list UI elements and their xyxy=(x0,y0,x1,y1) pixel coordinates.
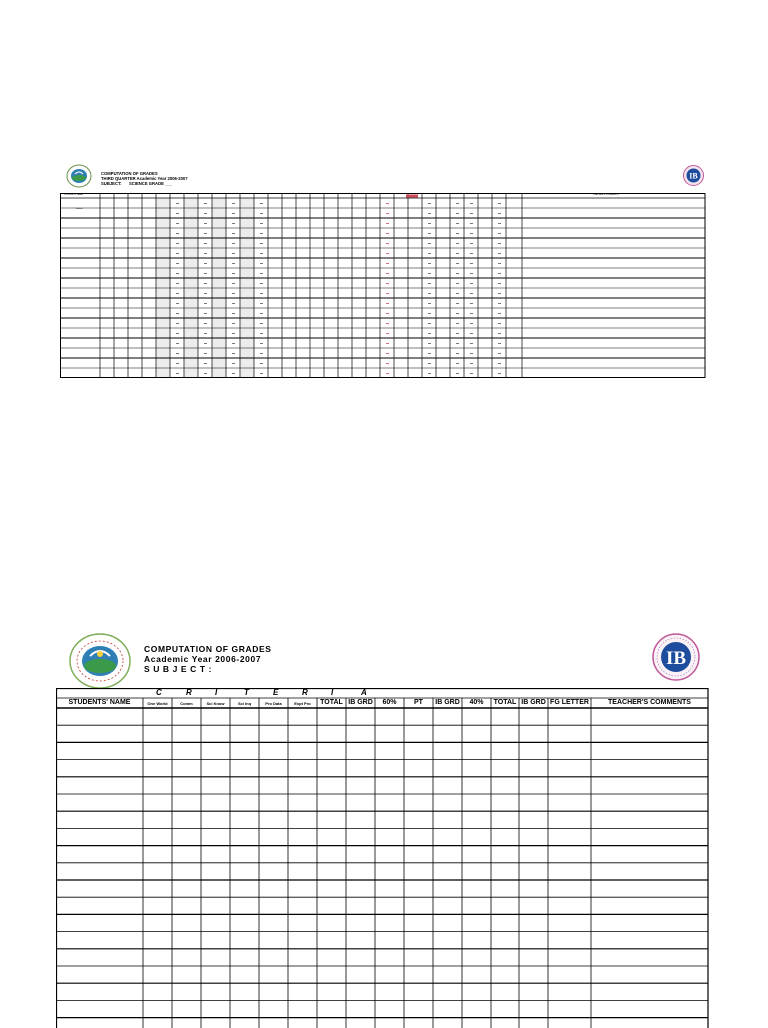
formula-mark xyxy=(470,303,473,304)
formula-mark xyxy=(232,273,235,274)
formula-mark xyxy=(260,213,263,214)
formula-mark xyxy=(176,343,179,344)
formula-mark xyxy=(204,233,207,234)
ib-logo-text: IB xyxy=(689,171,698,181)
formula-mark xyxy=(498,303,501,304)
formula-mark xyxy=(386,373,389,374)
formula-mark xyxy=(498,203,501,204)
formula-mark xyxy=(428,313,431,314)
formula-mark xyxy=(204,283,207,284)
formula-mark xyxy=(260,283,263,284)
column-header: FG LETTER xyxy=(550,699,589,706)
formula-mark xyxy=(260,303,263,304)
formula-mark xyxy=(470,363,473,364)
formula-mark xyxy=(456,333,459,334)
formula-mark xyxy=(176,353,179,354)
sheet1-table-grid xyxy=(60,193,706,378)
formula-mark xyxy=(470,273,473,274)
formula-mark xyxy=(428,253,431,254)
formula-mark xyxy=(386,353,389,354)
sheet2-table-grid xyxy=(56,688,709,1028)
formula-mark xyxy=(470,293,473,294)
column-header: STUDENTS' NAME xyxy=(68,699,131,706)
formula-mark xyxy=(232,233,235,234)
formula-mark xyxy=(470,373,473,374)
sheet1-header-comments: TEACHER'S COMMENTS xyxy=(593,194,619,196)
formula-mark xyxy=(428,283,431,284)
formula-mark xyxy=(260,263,263,264)
formula-mark xyxy=(498,283,501,284)
formula-mark xyxy=(204,313,207,314)
column-header: Sci Inq xyxy=(237,701,252,706)
school-seal-logo xyxy=(68,632,132,690)
formula-mark xyxy=(204,353,207,354)
formula-mark xyxy=(456,233,459,234)
formula-mark xyxy=(232,323,235,324)
formula-mark xyxy=(386,273,389,274)
formula-mark xyxy=(428,363,431,364)
formula-mark xyxy=(260,333,263,334)
ib-logo-icon xyxy=(652,633,700,681)
formula-mark xyxy=(498,333,501,334)
formula-mark xyxy=(386,283,389,284)
formula-mark xyxy=(386,313,389,314)
formula-mark xyxy=(456,263,459,264)
formula-mark xyxy=(232,243,235,244)
formula-mark xyxy=(232,293,235,294)
formula-mark xyxy=(428,203,431,204)
formula-mark xyxy=(498,343,501,344)
formula-mark xyxy=(386,243,389,244)
criteria-letter: R xyxy=(302,688,308,697)
formula-mark xyxy=(428,263,431,264)
formula-mark xyxy=(176,323,179,324)
formula-mark xyxy=(456,283,459,284)
formula-mark xyxy=(204,263,207,264)
formula-mark xyxy=(176,363,179,364)
formula-mark xyxy=(204,243,207,244)
sheet1-subject-value: SCIENCE GRADE ___ xyxy=(129,181,173,186)
grade-sheet-large xyxy=(0,620,768,1024)
formula-mark xyxy=(232,343,235,344)
formula-mark xyxy=(456,223,459,224)
formula-mark xyxy=(204,253,207,254)
column-header: IB GRD xyxy=(348,699,373,706)
formula-mark xyxy=(456,353,459,354)
column-header: One World xyxy=(147,701,168,706)
formula-mark xyxy=(232,333,235,334)
formula-mark xyxy=(456,213,459,214)
sheet2-heading xyxy=(144,644,272,674)
formula-mark xyxy=(498,313,501,314)
formula-mark xyxy=(470,233,473,234)
sheet2-grade-table xyxy=(56,688,709,1028)
formula-mark xyxy=(176,293,179,294)
formula-mark xyxy=(260,343,263,344)
formula-mark xyxy=(428,233,431,234)
formula-mark xyxy=(232,213,235,214)
column-header: IB GRD xyxy=(521,699,546,706)
formula-mark xyxy=(498,223,501,224)
formula-mark xyxy=(498,233,501,234)
formula-mark xyxy=(176,263,179,264)
formula-mark xyxy=(260,253,263,254)
column-header: TEACHER'S COMMENTS xyxy=(608,699,691,706)
formula-mark xyxy=(456,343,459,344)
formula-mark xyxy=(232,363,235,364)
formula-mark xyxy=(498,353,501,354)
formula-mark xyxy=(470,283,473,284)
formula-mark xyxy=(470,323,473,324)
column-header: Expt Pro xyxy=(294,701,311,706)
formula-mark xyxy=(204,373,207,374)
formula-mark xyxy=(470,333,473,334)
formula-mark xyxy=(456,373,459,374)
formula-mark xyxy=(386,363,389,364)
formula-mark xyxy=(176,303,179,304)
formula-mark xyxy=(260,203,263,204)
formula-mark xyxy=(232,203,235,204)
formula-mark xyxy=(204,333,207,334)
formula-mark xyxy=(428,273,431,274)
column-header: TOTAL xyxy=(493,699,517,706)
formula-mark xyxy=(232,353,235,354)
formula-mark xyxy=(260,273,263,274)
criteria-letter: C xyxy=(156,688,162,697)
formula-mark xyxy=(232,283,235,284)
formula-mark xyxy=(456,363,459,364)
sheet1-subject xyxy=(101,181,188,186)
formula-mark xyxy=(260,353,263,354)
formula-mark xyxy=(428,353,431,354)
grade-sheet-small xyxy=(0,0,768,400)
sheet2-title: COMPUTATION OF GRADES xyxy=(144,644,272,654)
formula-mark xyxy=(386,253,389,254)
formula-mark xyxy=(204,343,207,344)
school-seal-logo xyxy=(66,164,92,188)
sheet1-first-row-note: student xyxy=(76,208,83,210)
formula-mark xyxy=(386,323,389,324)
criteria-letter: A xyxy=(361,688,367,697)
formula-mark xyxy=(260,233,263,234)
formula-mark xyxy=(260,293,263,294)
formula-mark xyxy=(498,253,501,254)
formula-mark xyxy=(232,223,235,224)
formula-mark xyxy=(204,273,207,274)
criteria-letter: I xyxy=(215,688,218,697)
formula-mark xyxy=(470,313,473,314)
ib-logo-icon xyxy=(683,165,704,186)
formula-mark xyxy=(498,363,501,364)
formula-mark xyxy=(176,223,179,224)
formula-mark xyxy=(428,243,431,244)
formula-mark xyxy=(456,313,459,314)
formula-mark xyxy=(260,323,263,324)
formula-mark xyxy=(260,373,263,374)
header-highlight xyxy=(406,195,418,198)
formula-mark xyxy=(176,283,179,284)
formula-mark xyxy=(470,243,473,244)
column-header: Comm xyxy=(180,701,193,706)
formula-mark xyxy=(498,323,501,324)
formula-mark xyxy=(470,253,473,254)
formula-mark xyxy=(176,333,179,334)
column-header: PT xyxy=(414,699,423,706)
formula-mark xyxy=(176,233,179,234)
formula-mark xyxy=(232,263,235,264)
formula-mark xyxy=(456,293,459,294)
formula-mark xyxy=(204,363,207,364)
ib-logo-text: IB xyxy=(665,648,687,669)
sheet1-title: COMPUTATION OF GRADES xyxy=(101,171,158,176)
formula-mark xyxy=(260,243,263,244)
formula-mark xyxy=(428,323,431,324)
formula-mark xyxy=(428,333,431,334)
formula-mark xyxy=(176,373,179,374)
sheet1-heading xyxy=(101,171,188,186)
formula-mark xyxy=(386,213,389,214)
column-header: Sci Know xyxy=(206,701,225,706)
formula-mark xyxy=(204,213,207,214)
formula-mark xyxy=(204,303,207,304)
formula-mark xyxy=(470,223,473,224)
formula-mark xyxy=(386,303,389,304)
column-header: Pro Data xyxy=(265,701,282,706)
formula-mark xyxy=(470,213,473,214)
sheet2-year: Academic Year 2006-2007 xyxy=(144,654,262,664)
formula-mark xyxy=(386,223,389,224)
sheet1-subject-label: SUBJECT: xyxy=(101,181,122,186)
formula-mark xyxy=(204,203,207,204)
formula-mark xyxy=(428,343,431,344)
column-header: 40% xyxy=(469,699,484,706)
formula-mark xyxy=(428,213,431,214)
formula-mark xyxy=(498,273,501,274)
sheet1-quarter: THIRD QUARTER Academic Year 2006-2007 xyxy=(101,176,188,181)
criteria-letter: E xyxy=(273,688,279,697)
formula-mark xyxy=(176,213,179,214)
formula-mark xyxy=(470,263,473,264)
criteria-letter: I xyxy=(331,688,334,697)
formula-mark xyxy=(456,243,459,244)
column-header: 60% xyxy=(382,699,397,706)
formula-mark xyxy=(260,223,263,224)
sheet2-subject: S U B J E C T : xyxy=(144,664,213,674)
formula-mark xyxy=(386,263,389,264)
formula-mark xyxy=(176,243,179,244)
formula-mark xyxy=(456,253,459,254)
formula-mark xyxy=(428,373,431,374)
formula-mark xyxy=(232,253,235,254)
formula-mark xyxy=(204,293,207,294)
formula-mark xyxy=(498,243,501,244)
formula-mark xyxy=(386,293,389,294)
formula-mark xyxy=(204,323,207,324)
formula-mark xyxy=(232,373,235,374)
formula-mark xyxy=(386,203,389,204)
formula-mark xyxy=(428,303,431,304)
formula-mark xyxy=(498,293,501,294)
formula-mark xyxy=(260,313,263,314)
formula-mark xyxy=(428,223,431,224)
formula-mark xyxy=(498,373,501,374)
formula-mark xyxy=(456,203,459,204)
formula-mark xyxy=(456,273,459,274)
formula-mark xyxy=(428,293,431,294)
formula-mark xyxy=(386,233,389,234)
formula-mark xyxy=(176,203,179,204)
formula-mark xyxy=(498,213,501,214)
formula-mark xyxy=(470,353,473,354)
formula-mark xyxy=(386,333,389,334)
column-header: IB GRD xyxy=(435,699,460,706)
formula-mark xyxy=(456,303,459,304)
formula-mark xyxy=(498,263,501,264)
formula-mark xyxy=(176,273,179,274)
formula-mark xyxy=(232,303,235,304)
formula-mark xyxy=(176,253,179,254)
criteria-letter: R xyxy=(186,688,192,697)
formula-mark xyxy=(386,343,389,344)
criteria-letter: T xyxy=(244,688,249,697)
formula-mark xyxy=(470,203,473,204)
formula-mark xyxy=(456,323,459,324)
column-header: TOTAL xyxy=(320,699,343,706)
formula-mark xyxy=(260,363,263,364)
sheet1-header-students: STUDENTS' NAME xyxy=(64,194,84,196)
formula-mark xyxy=(232,313,235,314)
formula-mark xyxy=(204,223,207,224)
formula-mark xyxy=(470,343,473,344)
sheet1-grade-table xyxy=(60,193,706,378)
formula-mark xyxy=(176,313,179,314)
